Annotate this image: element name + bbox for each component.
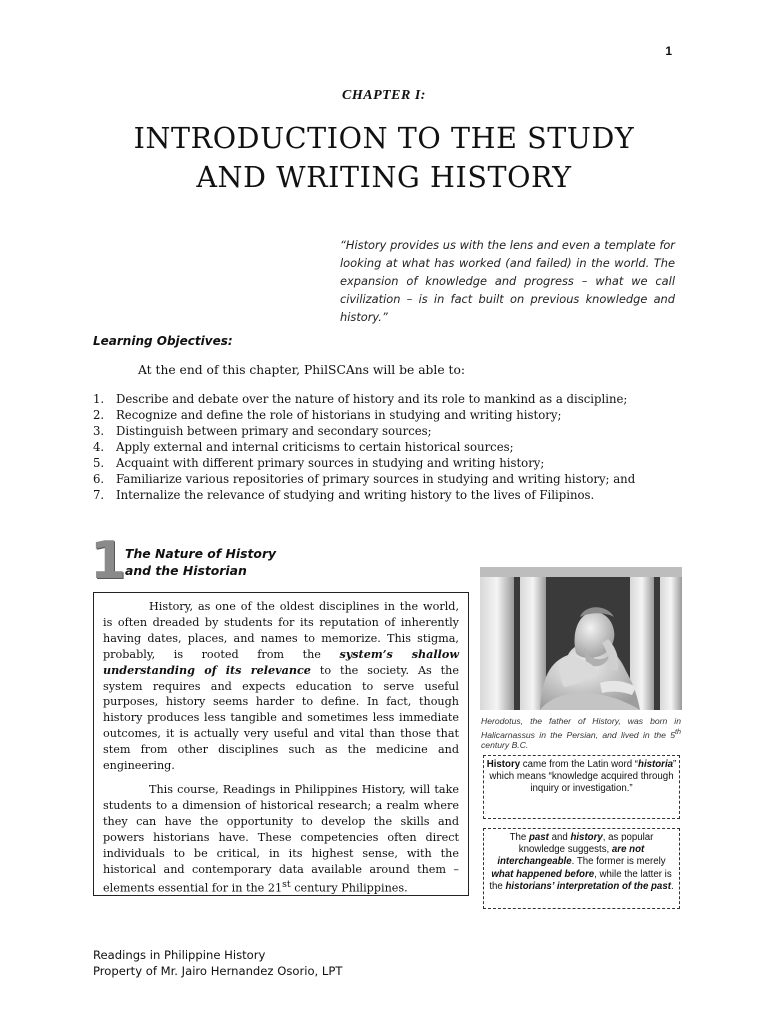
objective-item [93, 487, 693, 503]
figure-caption: Herodotus, the father of History, was born in Halicarnassus in the Persian, and lived in the 5th century B.C. [481, 716, 681, 751]
body-paragraph-1: History, as one of the oldest disciplines in the world, is often dreaded by students for its reputation of inherently having dates, places, and names to memorize. This stigma, probably, is rooted from the system’s shallow understanding of its relevance to the society. As the system requires and expects education to serve useful purposes, history seems harder to define. In fact, though history produces less tangible and sometimes less immediate outcomes, it is actually very useful and vital than those that stem from other disciplines such as the medicine and engineering. [103, 600, 459, 773]
objective-number: 4. [93, 440, 105, 454]
objective-number: 5. [93, 456, 105, 470]
objective-text: Recognize and define the role of historians in studying and writing history; [116, 408, 562, 422]
chapter-title [60, 119, 708, 197]
section-title [125, 545, 276, 579]
learning-objectives-heading: Learning Objectives: [93, 334, 233, 348]
chapter-label: CHAPTER I: [342, 88, 426, 103]
objective-item [93, 439, 693, 455]
objective-number: 7. [93, 488, 105, 502]
learning-objectives-intro: At the end of this chapter, PhilSCAns will be able to: [138, 363, 466, 377]
objective-item [93, 391, 693, 407]
objective-text: Distinguish between primary and secondary sources; [116, 424, 432, 438]
page-footer [93, 947, 342, 979]
learning-objectives-list [93, 391, 693, 503]
objective-text: Apply external and internal criticisms to certain historical sources; [116, 440, 514, 454]
history-definition-note: History came from the Latin word “historia” which means “knowledge acquired through inquiry or investigation.” [483, 755, 680, 819]
footer-property-line: Property of Mr. Jairo Hernandez Osorio, LPT [93, 964, 343, 978]
emphasis-text: system’s shallow understanding of its relevance [103, 646, 459, 677]
chapter-title-line-2: AND WRITING HISTORY [196, 161, 572, 194]
past-vs-history-note: The past and history, as popular knowledge suggests, are not interchangeable. The former is merely what happened before, while the latter is the historians’ interpretation of the past. [483, 828, 680, 909]
section-number: 1 [90, 531, 127, 591]
objective-text: Familiarize various repositories of primary sources in studying and writing history; and [116, 472, 636, 486]
objective-item [93, 423, 693, 439]
body-paragraph-2: This course, Readings in Philippines History, will take students to a dimension of historical research; a realm where they can have the opportunity to develop the skills and powers historians have. These competencies often direct individuals to be critical, in its highest sense, with the historical and contemporary data available around them – elements essential for in the 21st century Philippines. [103, 782, 459, 896]
objective-number: 1. [93, 392, 105, 406]
objective-text: Acquaint with different primary sources in studying and writing history; [116, 456, 545, 470]
objective-number: 3. [93, 424, 105, 438]
footer-course-title: Readings in Philippine History [93, 948, 266, 962]
objective-text: Describe and debate over the nature of history and its role to mankind as a discipline; [116, 392, 628, 406]
objective-item [93, 407, 693, 423]
page-number: 1 [665, 44, 672, 58]
objective-number: 6. [93, 472, 105, 486]
section-title-line-1: The Nature of History [125, 546, 277, 561]
herodotus-statue-photo [480, 567, 682, 710]
objective-item [93, 455, 693, 471]
objective-item [93, 471, 693, 487]
body-text-box [93, 592, 469, 896]
chapter-title-line-1: INTRODUCTION TO THE STUDY [133, 122, 635, 155]
objective-text: Internalize the relevance of studying and writing history to the lives of Filipinos. [116, 488, 595, 502]
epigraph-quote: “History provides us with the lens and even a template for looking at what has worked (and failed) in the world. The expansion of knowledge and progress – what we call civilization – is in fact built on previous knowledge and history.” [340, 238, 675, 324]
section-title-line-2: and the Historian [125, 563, 247, 578]
objective-number: 2. [93, 408, 105, 422]
